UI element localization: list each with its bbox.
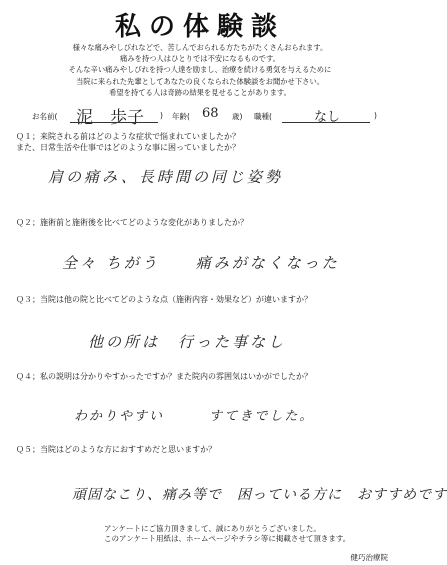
question-3 [16,294,386,305]
answer-1: 肩の痛み、長時間の同じ姿勢 [48,168,283,186]
footer-line: このアンケート用紙は、ホームページやチラシ等に掲載させて頂きます。 [104,533,351,543]
footer-line: アンケートにご協力頂きまして、誠にありがとうございました。 [104,524,321,533]
job-label: 職種( [254,112,272,121]
question-4 [16,371,386,382]
page-title: 私の体験談 [114,12,285,42]
question-line: また、日常生活や仕事ではどのような事に困っていましたか？ [16,143,240,152]
question-line: Ｑ５；当院はどのような方におすすめだと思いますか？ [16,445,217,454]
respondent-info [14,103,386,128]
name-value: 泥 歩子 [76,108,144,128]
intro-line: そんな辛い痛みやしびれを持つ人達を励まし、治療を続ける勇気を与えるために [68,65,332,75]
intro-line: 痛みを持つ人はひとりでは不安になるものです。 [120,54,280,64]
clinic-name: 健巧治療院 [350,553,388,562]
job-value: なし [314,110,341,125]
age-unit: 歳) [232,112,243,121]
footer-text [104,524,394,543]
question-line: Ｑ２；施術前と施術後を比べてどのような変化がありましたか？ [16,218,248,227]
question-line: Ｑ４；私の説明は分かりやすかったですか？また院内の雰囲気はいかがでしたか？ [16,372,312,381]
age-value: 68 [202,106,219,121]
job-underline [282,122,370,123]
answer-3: 他の所は 行った事なし [88,333,287,351]
name-underline [70,122,158,123]
answer-4: わかりやすい すてきでした。 [74,409,315,424]
question-5 [16,444,386,455]
job-close: ) [374,111,377,120]
name-label: お名前( [32,112,58,121]
question-line: Ｑ３；当院は他の院と比べてどのような点（施術内容・効果など）が違いますか？ [16,295,312,304]
question-2 [16,217,386,228]
question-line: Ｑ１；来院される前はどのような症状で悩まれていましたか？ [16,132,240,141]
intro-line: 当院に来られた先輩としてあなたの良くなられた体験談をお聞かせ下さい。 [75,76,325,86]
intro-text [18,42,382,98]
answer-5: 頑固なこり、痛み等で 困っている方に おすすめです [72,487,447,503]
intro-line: 希望を持てる人は奇跡の結果を見せることがあります。 [109,87,291,97]
age-label: 年齢( [172,112,190,121]
intro-line: 様々な痛みやしびれなどで、苦しんでおられる方たちがたくさんおられます。 [72,43,328,52]
answer-2: 全々 ちがう 痛みがなくなった [62,254,340,272]
question-1 [16,131,386,153]
name-close: ) [160,111,163,120]
